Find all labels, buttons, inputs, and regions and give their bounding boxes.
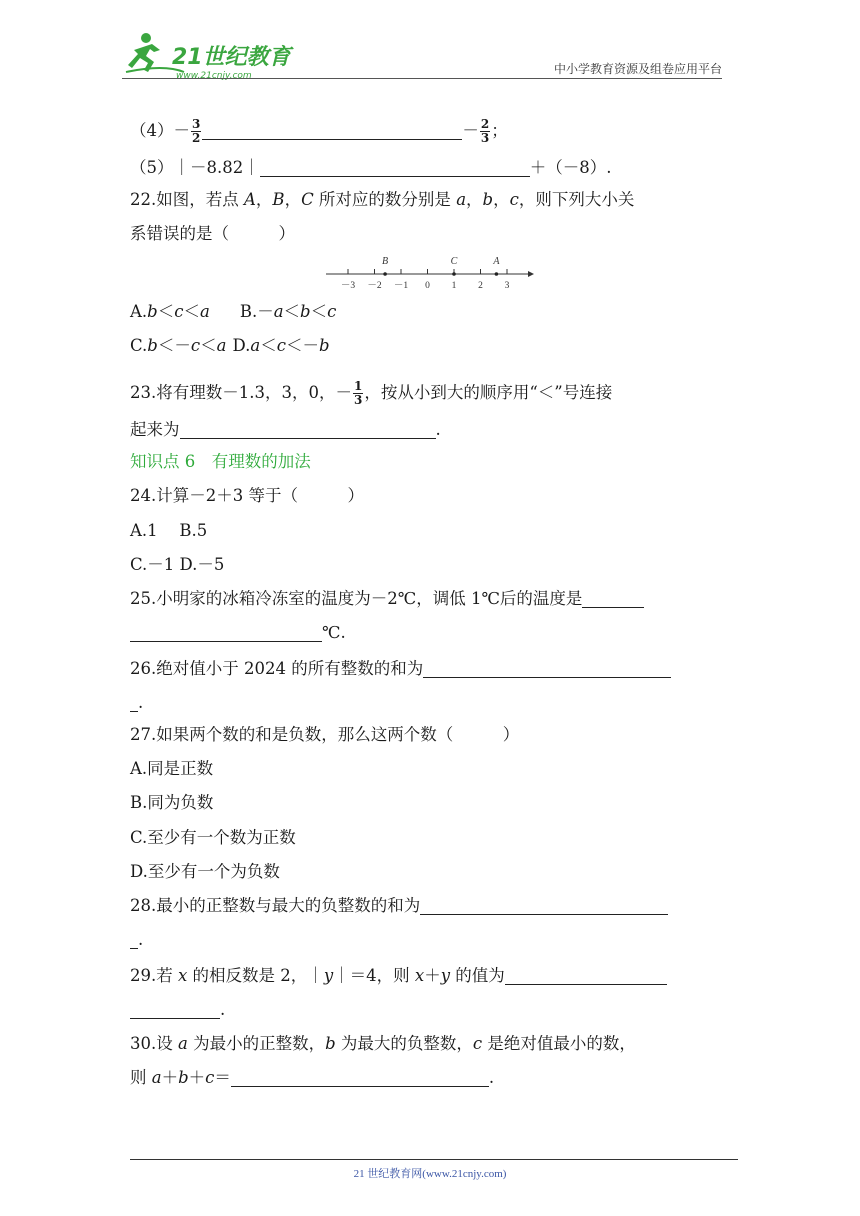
number-line-tick-label: 2 — [478, 281, 483, 291]
question-27-option-b[interactable]: B.同为负数 — [130, 793, 214, 812]
option-a[interactable]: A.b＜c＜a — [130, 302, 210, 321]
question-29-line2: . — [130, 998, 225, 1022]
question-22-options-ab — [130, 300, 336, 324]
option-c[interactable]: C.b＜－c＜a — [130, 336, 227, 355]
number-line-point — [383, 272, 387, 276]
question-24-options-ab[interactable]: A.1 B.5 — [130, 521, 208, 540]
answer-blank[interactable] — [130, 930, 138, 949]
header-divider — [122, 78, 722, 79]
item-4: （4）－ $\frac{3}{2}$ － $\frac{2}{3}$ ； — [130, 117, 508, 145]
number-line-tick-label: 3 — [504, 281, 510, 291]
answer-blank[interactable] — [231, 1068, 489, 1087]
question-27-option-d[interactable]: D.至少有一个为负数 — [130, 862, 280, 881]
question-25-line2: ℃. — [130, 621, 346, 645]
answer-blank[interactable] — [423, 659, 671, 678]
header-platform-text: 中小学教育资源及组卷应用平台 — [553, 62, 722, 76]
number-line — [322, 250, 538, 292]
question-24-options-cd[interactable]: C.－1 D.－5 — [130, 555, 225, 574]
section-heading-6: 知识点 6 有理数的加法 — [130, 452, 311, 471]
item-5: （5）｜－8.82｜ ＋（－8）. — [130, 158, 612, 177]
question-22-line2: 系错误的是（ ） — [130, 224, 295, 243]
fraction-2-3: $\frac{2}{3}$ — [480, 117, 490, 145]
question-22-options-cd — [130, 334, 330, 358]
question-23: 23.将有理数－1.3，3，0，－ $\frac{1}{3}$ ，按从小到大的顺序用“＜”号连接 — [130, 379, 613, 407]
item-5-label: （5）｜－8.82｜ — [130, 158, 260, 177]
item-4-label: （4）－ — [130, 121, 190, 140]
number-line-tick-label: －3 — [340, 281, 356, 291]
answer-blank[interactable] — [180, 420, 436, 439]
question-28: 28.最小的正整数与最大的负整数的和为 — [130, 894, 668, 918]
footer-text: 21 世纪教育网(www.21cnjy.com) — [353, 1168, 507, 1180]
question-22: 22.如图，若点 A，B，C 所对应的数分别是 a，b，c，则下列大小关 — [130, 190, 635, 209]
option-b[interactable]: B.－a＜b＜c — [239, 302, 337, 321]
question-25: 25.小明家的冰箱冷冻室的温度为－2℃，调低 1℃后的温度是 — [130, 587, 644, 611]
number-line-point-label: C — [450, 256, 458, 267]
question-27-option-c[interactable]: C.至少有一个数为正数 — [130, 828, 296, 847]
question-28-line2: . — [130, 928, 143, 952]
question-23-line2: 起来为 . — [130, 420, 441, 439]
answer-blank[interactable] — [260, 158, 530, 177]
number-line-tick-label: 1 — [451, 281, 457, 291]
answer-blank[interactable] — [505, 966, 667, 985]
question-30: 30.设 a 为最小的正整数，b 为最大的负整数，c 是绝对值最小的数， — [130, 1034, 636, 1053]
question-27: 27.如果两个数的和是负数，那么这两个数（ ） — [130, 725, 520, 744]
question-24: 24.计算－2＋3 等于（ ） — [130, 486, 364, 505]
option-d[interactable]: D.a＜c＜－b — [232, 336, 330, 355]
logo — [124, 28, 294, 82]
answer-blank[interactable] — [130, 693, 138, 712]
number-line-point — [452, 272, 456, 276]
number-line-tick-label: －2 — [367, 281, 382, 291]
question-30-line2: 则 a＋b＋c＝ . — [130, 1068, 495, 1087]
answer-blank[interactable] — [582, 589, 644, 608]
footer-divider — [130, 1159, 738, 1160]
logo-url: www.21cnjy.com — [176, 71, 252, 81]
number-line-point-label: B — [382, 256, 389, 267]
number-line-tick-label: 0 — [425, 281, 430, 291]
answer-blank[interactable] — [202, 121, 462, 140]
fraction-3-2: $\frac{3}{2}$ — [192, 117, 201, 145]
number-line-point-label: A — [493, 256, 500, 267]
answer-blank[interactable] — [130, 1000, 220, 1019]
logo-text: 21世纪教育 — [172, 45, 291, 70]
answer-blank[interactable] — [130, 623, 322, 642]
number-line-tick-label: －1 — [393, 281, 409, 291]
question-29: 29.若 x 的相反数是 2，｜y｜＝4，则 x＋y 的值为 — [130, 964, 667, 988]
arrow-right-icon — [528, 271, 534, 277]
question-26-line2: . — [130, 691, 143, 715]
question-26: 26.绝对值小于 2024 的所有整数的和为 — [130, 657, 671, 681]
answer-blank[interactable] — [420, 896, 668, 915]
number-line-point — [495, 272, 499, 276]
fraction-1-3: $\frac{1}{3}$ — [353, 379, 363, 407]
question-27-option-a[interactable]: A.同是正数 — [130, 759, 214, 778]
